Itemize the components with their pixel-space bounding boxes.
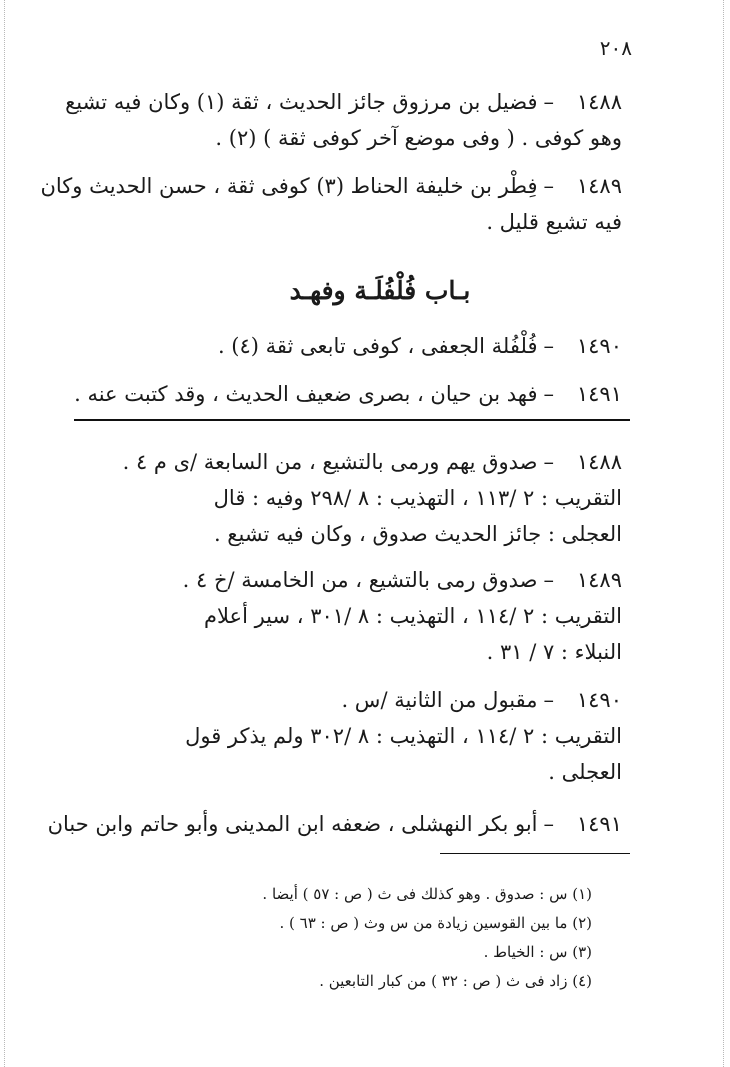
note-1490 [72, 682, 622, 790]
note-line: ١٤٨٨–صدوق يهم ورمى بالتشيع ، من السابعة /ى م ٤ . [72, 444, 622, 480]
footnote-separator-rule [440, 853, 630, 854]
footnote-3: (٣) س : الخياط . [483, 943, 592, 961]
note-text: العجلى : جائز الحديث صدوق ، وكان فيه تشيع . [213, 522, 622, 546]
note-number: ١٤٩٠ [576, 688, 622, 712]
note-text: التقريب : ٢ /١١٣ ، التهذيب : ٨ /٢٩٨ وفيه : قال [213, 486, 622, 510]
note-line: ١٤٨٩–صدوق رمى بالتشيع ، من الخامسة /خ ٤ . [72, 562, 622, 598]
text-separator-rule [74, 419, 630, 421]
note-line [72, 516, 622, 552]
note-line: ١٤٩١–أبو بكر النهشلى ، ضعفه ابن المدينى وأبو حاتم وابن حبان [72, 806, 622, 842]
note-text: مقبول من الثانية /س . [341, 688, 538, 712]
note-1489 [72, 562, 622, 670]
note-line [72, 480, 622, 516]
footnote-2: (٢) ما بين القوسين زيادة من س وث ( ص : ٦٣ ) . [279, 914, 592, 932]
note-text: العجلى . [548, 760, 622, 784]
entry-line [72, 204, 622, 240]
entry-text: وهو كوفى . ( وفى موضع آخر كوفى ثقة ) (٢) . [215, 126, 622, 150]
entry-line: ١٤٩٠–فُلْفُلة الجعفى ، كوفى تابعى ثقة (٤) . [72, 328, 622, 364]
note-text: صدوق رمى بالتشيع ، من الخامسة /خ ٤ . [182, 568, 538, 592]
footnotes [132, 880, 592, 996]
entry-1491 [72, 376, 622, 412]
page-number: ٢٠٨ [599, 36, 632, 60]
left-scan-edge [4, 0, 7, 1067]
entry-text: فِطْر بن خليفة الحناط (٣) كوفى ثقة ، حسن الحديث وكان [40, 174, 538, 198]
note-line [72, 598, 622, 634]
note-line [72, 754, 622, 790]
footnote-1: (١) س : صدوق . وهو كذلك فى ث ( ص : ٥٧ ) أيضا . [262, 885, 592, 903]
note-number: ١٤٨٩ [576, 568, 622, 592]
note-text: النبلاء : ٧ / ٣١ . [486, 640, 622, 664]
entry-text: فيه تشيع قليل . [486, 210, 622, 234]
entry-number: ١٤٩١ [576, 382, 622, 406]
right-scan-edge [723, 0, 726, 1067]
entry-number: ١٤٩٠ [576, 334, 622, 358]
section-heading: بـاب فُلْفُلَـة وفهـد [289, 276, 471, 305]
entry-1489 [40, 168, 622, 240]
note-text: التقريب : ٢ /١١٤ ، التهذيب : ٨ /٣٠١ ، سير أعلام [204, 604, 622, 628]
note-number: ١٤٩١ [576, 812, 622, 836]
entry-text: فهد بن حيان ، بصرى ضعيف الحديث ، وقد كتبت عنه . [74, 382, 538, 406]
note-line [72, 718, 622, 754]
entry-number: ١٤٨٩ [576, 174, 622, 198]
entry-line: ١٤٨٨–فضيل بن مرزوق جائز الحديث ، ثقة (١) وكان فيه تشيع [72, 84, 622, 120]
entry-line: ١٤٩١–فهد بن حيان ، بصرى ضعيف الحديث ، وقد كتبت عنه . [72, 376, 622, 412]
entry-text: فُلْفُلة الجعفى ، كوفى تابعى ثقة (٤) . [217, 334, 538, 358]
entry-1490 [72, 328, 622, 364]
note-line: ١٤٩٠–مقبول من الثانية /س . [72, 682, 622, 718]
note-1491 [47, 806, 622, 842]
entry-number: ١٤٨٨ [576, 90, 622, 114]
entry-text: فضيل بن مرزوق جائز الحديث ، ثقة (١) وكان فيه تشيع [65, 90, 538, 114]
entry-1488 [65, 84, 622, 156]
note-text: أبو بكر النهشلى ، ضعفه ابن المدينى وأبو حاتم وابن حبان [47, 812, 538, 836]
note-text: التقريب : ٢ /١١٤ ، التهذيب : ٨ /٣٠٢ ولم يذكر قول [185, 724, 622, 748]
entry-line: ١٤٨٩–فِطْر بن خليفة الحناط (٣) كوفى ثقة ، حسن الحديث وكان [72, 168, 622, 204]
note-1488 [72, 444, 622, 552]
note-text: صدوق يهم ورمى بالتشيع ، من السابعة /ى م ٤ . [122, 450, 538, 474]
footnote-4: (٤) زاد فى ث ( ص : ٣٢ ) من كبار التابعين . [319, 972, 592, 990]
note-number: ١٤٨٨ [576, 450, 622, 474]
note-line [72, 634, 622, 670]
entry-line [72, 120, 622, 156]
